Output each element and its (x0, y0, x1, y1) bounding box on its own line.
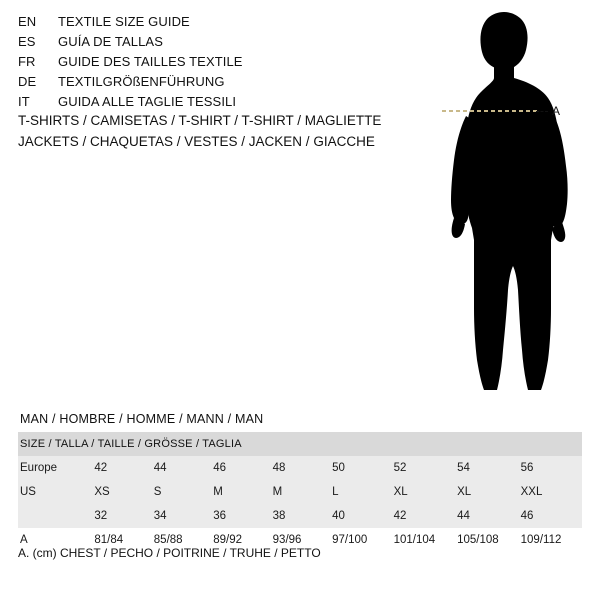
cell: 54 (455, 456, 519, 480)
cell: 40 (330, 504, 391, 528)
language-text: GUIDE DES TAILLES TEXTILE (58, 54, 243, 69)
cell: XXL (519, 480, 582, 504)
cell: 97/100 (330, 528, 391, 552)
category-line-tshirts: T-SHIRTS / CAMISETAS / T-SHIRT / T-SHIRT / MAGLIETTE (18, 113, 382, 128)
language-row (18, 34, 418, 54)
cell: 38 (271, 504, 330, 528)
cell: 105/108 (455, 528, 519, 552)
cell: M (271, 480, 330, 504)
cell: 42 (92, 456, 151, 480)
table-row (18, 504, 582, 528)
cell: 109/112 (519, 528, 582, 552)
language-code: EN (18, 14, 37, 29)
cell: 52 (392, 456, 456, 480)
cell: 89/92 (211, 528, 270, 552)
cell: S (152, 480, 211, 504)
table-row (18, 456, 582, 480)
language-code: DE (18, 74, 37, 89)
cell: 44 (152, 456, 211, 480)
language-text: TEXTILE SIZE GUIDE (58, 14, 190, 29)
language-row (18, 14, 418, 34)
language-text: GUÍA DE TALLAS (58, 34, 163, 49)
cell: XS (92, 480, 151, 504)
cell: 36 (211, 504, 270, 528)
cell: 81/84 (92, 528, 151, 552)
size-table-section (18, 412, 582, 552)
cell: L (330, 480, 391, 504)
table-header-row (18, 432, 582, 456)
language-list (18, 14, 418, 114)
category-list (18, 110, 438, 152)
cell: 46 (211, 456, 270, 480)
cell: 48 (271, 456, 330, 480)
cell: M (211, 480, 270, 504)
cell: 56 (519, 456, 582, 480)
footnote: A. (cm) CHEST / PECHO / POITRINE / TRUHE / PETTO (18, 546, 321, 560)
language-row (18, 54, 418, 74)
language-row (18, 74, 418, 94)
size-table (18, 432, 582, 552)
language-text: GUIDA ALLE TAGLIE TESSILI (58, 94, 237, 109)
cell: 50 (330, 456, 391, 480)
cell: 101/104 (392, 528, 456, 552)
cell: XL (392, 480, 456, 504)
table-group-title: MAN / HOMBRE / HOMME / MANN / MAN (20, 412, 264, 426)
cell: 85/88 (152, 528, 211, 552)
male-silhouette-icon (410, 8, 600, 408)
cell: 34 (152, 504, 211, 528)
cell: 46 (519, 504, 582, 528)
language-code: IT (18, 94, 30, 109)
cell: 32 (92, 504, 151, 528)
cell: XL (455, 480, 519, 504)
table-row (18, 480, 582, 504)
row-label: US (18, 480, 92, 504)
row-label (18, 504, 92, 528)
category-line-jackets: JACKETS / CHAQUETAS / VESTES / JACKEN / GIACCHE (18, 134, 375, 149)
language-code: ES (18, 34, 36, 49)
table-header-label: SIZE / TALLA / TAILLE / GRÖSSE / TAGLIA (18, 432, 582, 456)
row-label: Europe (18, 456, 92, 480)
cell: 44 (455, 504, 519, 528)
language-code: FR (18, 54, 36, 69)
cell: 93/96 (271, 528, 330, 552)
row-label: A (18, 528, 92, 552)
language-text: TEXTILGRÖßENFÜHRUNG (58, 74, 225, 89)
measure-label-a: A (552, 104, 561, 118)
cell: 42 (392, 504, 456, 528)
measure-leader-line (536, 111, 548, 112)
